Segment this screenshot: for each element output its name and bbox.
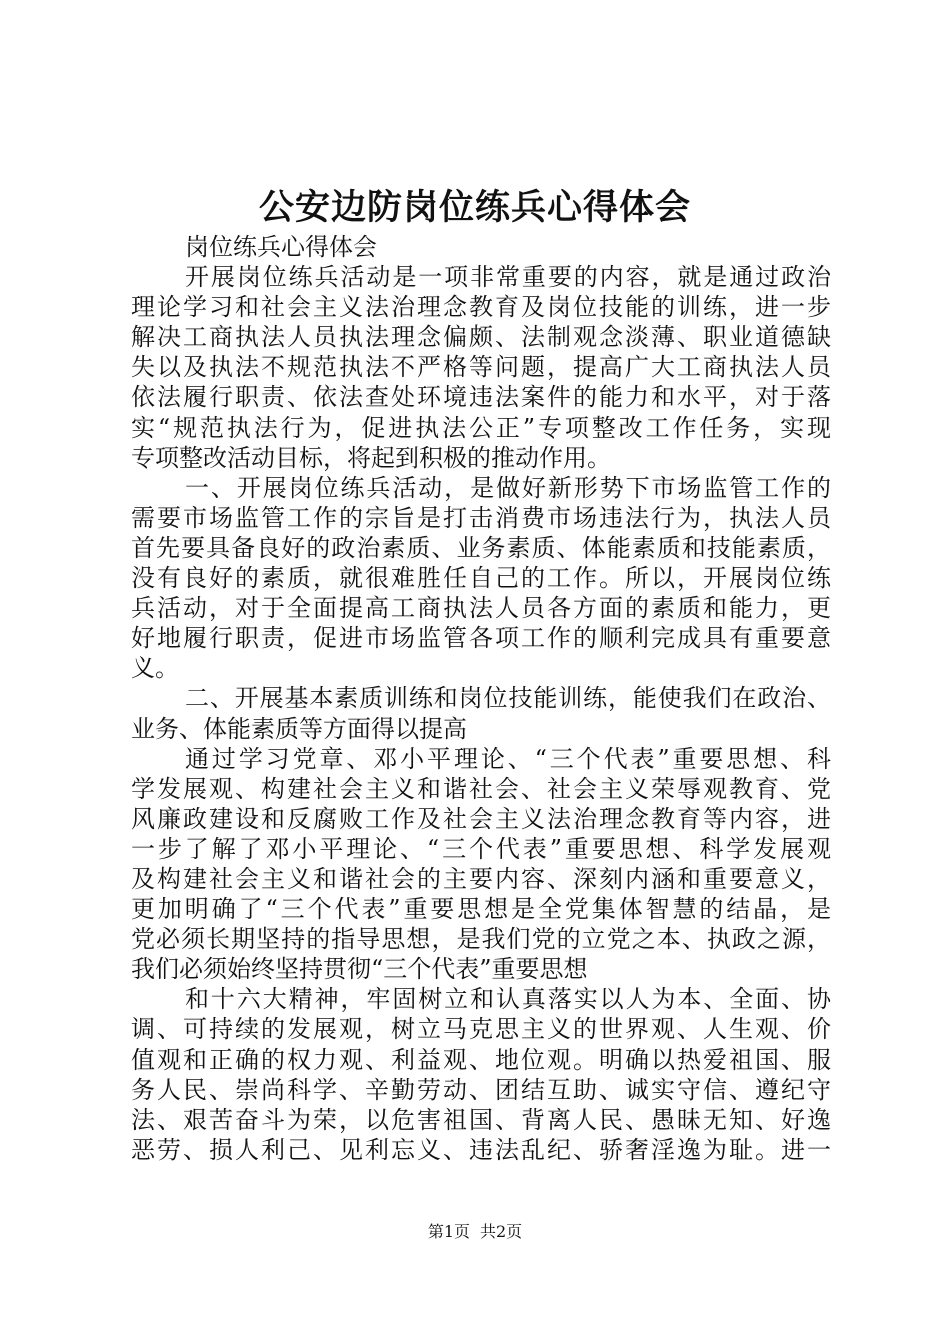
page-number-total: 共2页 xyxy=(480,1222,523,1241)
text-line: 兵活动，对于全面提高工商执法人员各方面的素质和能力，更 xyxy=(131,594,831,623)
text-line: 学发展观、构建社会主义和谐社会、社会主义荣辱观教育、党 xyxy=(131,774,831,803)
page-footer xyxy=(0,1222,950,1242)
text-line: 实“规范执法行为，促进执法公正”专项整改工作任务，实现 xyxy=(131,413,831,442)
text-line: 没有良好的素质，就很难胜任自己的工作。所以，开展岗位练 xyxy=(131,564,831,593)
document-body xyxy=(131,232,831,1165)
text-line: 恶劳、损人利己、见利忘义、违法乱纪、骄奢淫逸为耻。进一 xyxy=(131,1135,831,1164)
text-line: 好地履行职责，促进市场监管各项工作的顺利完成具有重要意 xyxy=(131,624,831,653)
text-line: 调、可持续的发展观，树立马克思主义的世界观、人生观、价 xyxy=(131,1015,831,1044)
text-line: 一、开展岗位练兵活动，是做好新形势下市场监管工作的 xyxy=(185,473,831,502)
text-line: 业务、体能素质等方面得以提高 xyxy=(131,714,467,743)
text-line: 专项整改活动目标，将起到积极的推动作用。 xyxy=(131,443,611,472)
text-line: 及构建社会主义和谐社会的主要内容、深刻内涵和重要意义， xyxy=(131,864,831,893)
text-line: 理论学习和社会主义法治理念教育及岗位技能的训练，进一步 xyxy=(131,293,831,322)
text-line: 首先要具备良好的政治素质、业务素质、体能素质和技能素质， xyxy=(131,533,831,562)
text-line: 和十六大精神，牢固树立和认真落实以人为本、全面、协 xyxy=(185,985,831,1014)
page-number-current: 第1页 xyxy=(427,1222,470,1241)
subtitle-line: 岗位练兵心得体会 xyxy=(185,233,377,261)
text-line: 值观和正确的权力观、利益观、地位观。明确以热爱祖国、服 xyxy=(131,1045,831,1074)
text-line: 风廉政建设和反腐败工作及社会主义法治理念教育等内容，进 xyxy=(131,804,831,833)
text-line: 解决工商执法人员执法理念偏颇、法制观念淡薄、职业道德缺 xyxy=(131,323,831,352)
text-line: 更加明确了“三个代表”重要思想是全党集体智慧的结晶，是 xyxy=(131,895,831,924)
text-line: 失以及执法不规范执法不严格等问题，提高广大工商执法人员 xyxy=(131,353,831,382)
text-line: 务人民、崇尚科学、辛勤劳动、团结互助、诚实守信、遵纪守 xyxy=(131,1075,831,1104)
text-line: 我们必须始终坚持贯彻“三个代表”重要思想 xyxy=(131,955,588,984)
text-line: 法、艰苦奋斗为荣，以危害祖国、背离人民、愚昧无知、好逸 xyxy=(131,1105,831,1134)
text-line: 需要市场监管工作的宗旨是打击消费市场违法行为，执法人员 xyxy=(131,503,831,532)
text-line: 党必须长期坚持的指导思想，是我们党的立党之本、执政之源， xyxy=(131,925,831,954)
text-line: 义。 xyxy=(131,654,179,683)
page-title: 公安边防岗位练兵心得体会 xyxy=(258,187,691,228)
text-line: 开展岗位练兵活动是一项非常重要的内容，就是通过政治 xyxy=(185,263,831,292)
text-line: 通过学习党章、邓小平理论、“三个代表”重要思想、科 xyxy=(185,744,831,773)
text-line: 二、开展基本素质训练和岗位技能训练，能使我们在政治、 xyxy=(185,684,831,713)
text-line: 一步了解了邓小平理论、“三个代表”重要思想、科学发展观 xyxy=(131,834,831,863)
text-line: 依法履行职责、依法查处环境违法案件的能力和水平，对于落 xyxy=(131,383,831,412)
